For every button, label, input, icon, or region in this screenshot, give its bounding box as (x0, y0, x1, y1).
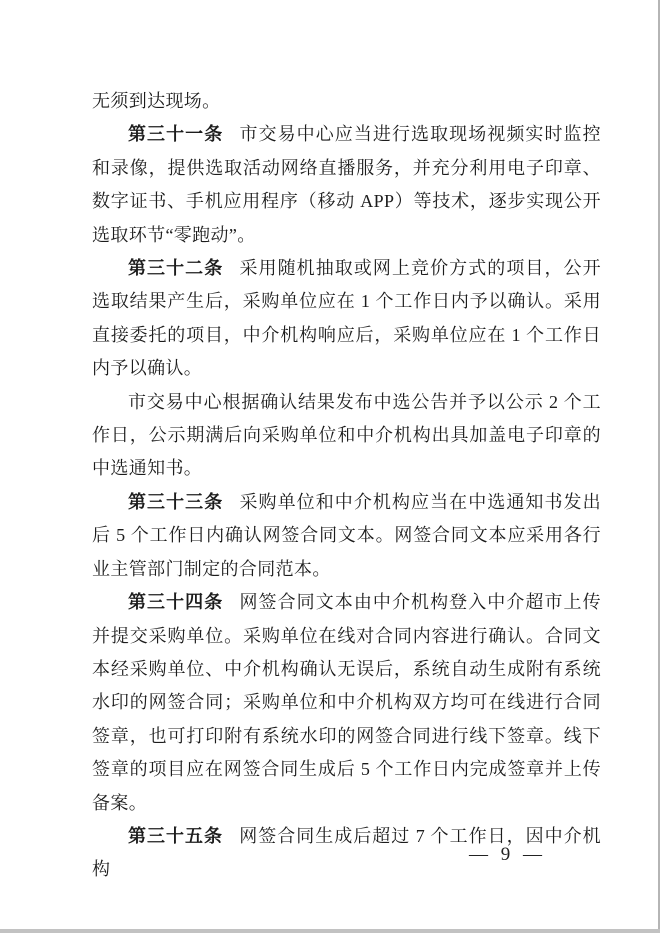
document-paragraph (92, 85, 601, 118)
paragraph-text: 采购单位和中介机构应当在中选通知书发出后 5 个工作日内确认网签合同文本。网签合同文本应采用各行业主管部门制定的合同范本。 (92, 491, 601, 579)
article-number: 第三十四条 (128, 592, 224, 613)
paragraph-text: 市交易中心根据确认结果发布中选公告并予以公示 2 个工作日，公示期满后向采购单位和中介机构出具加盖电子印章的中选通知书。 (92, 391, 601, 479)
paragraph-text: 无须到达现场。 (92, 91, 221, 111)
paragraph-text: 网签合同文本由中介机构登入中介超市上传并提交采购单位。采购单位在线对合同内容进行确认。合同文本经采购单位、中介机构确认无误后，系统自动生成附有系统水印的网签合同；采购单位和中介机构双方均可在线进行合同签章，也可打印附有系统水印的网签合同进行线下签章。线下签章的项目应在网签合同生成后 5 个工作日内完成签章并上传备案。 (92, 592, 601, 813)
paragraph-text: 市交易中心应当进行选取现场视频实时监控和录像，提供选取活动网络直播服务，并充分利用电子印章、数字证书、手机应用程序（移动 APP）等技术，逐步实现公开选取环节“零跑动”。 (92, 124, 601, 245)
article-number: 第三十三条 (128, 491, 224, 512)
scan-edge-bottom (0, 929, 660, 933)
document-body (92, 85, 601, 887)
document-paragraph (92, 586, 601, 820)
article-number: 第三十二条 (128, 258, 224, 279)
article-number: 第三十五条 (128, 825, 224, 846)
page-number: — 9 — (469, 844, 546, 865)
document-paragraph (92, 386, 601, 486)
document-paragraph (92, 486, 601, 586)
article-number: 第三十一条 (128, 124, 224, 145)
document-paragraph (92, 118, 601, 252)
paragraph-text: 采用随机抽取或网上竞价方式的项目，公开选取结果产生后，采购单位应在 1 个工作日内予以确认。采用直接委托的项目，中介机构响应后，采购单位应在 1 个工作日内予以确认。 (92, 258, 601, 379)
document-paragraph (92, 252, 601, 386)
paragraph-text: 网签合同生成后超过 7 个工作日，因中介机构 (92, 825, 601, 880)
scan-edge-right (658, 0, 660, 931)
